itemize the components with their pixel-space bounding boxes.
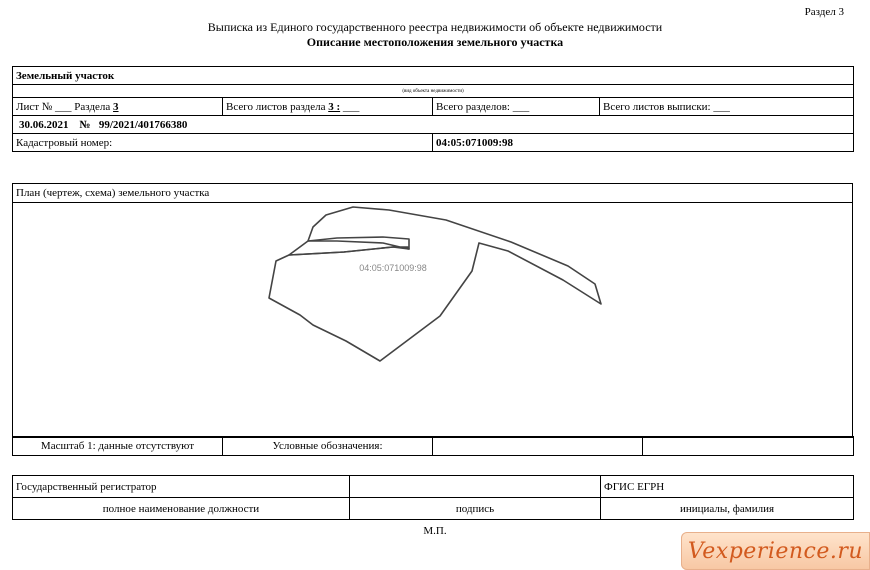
legend-empty-2 <box>643 437 854 456</box>
object-info-table <box>12 66 854 152</box>
registrar-label: Государственный регистратор <box>13 476 350 498</box>
total-sheets-extract-cell: Всего листов выписки: ___ <box>600 98 854 116</box>
sheet-label: Лист № <box>16 100 53 113</box>
total-sections-label: Всего разделов: <box>436 100 510 113</box>
system-label: ФГИС ЕГРН <box>601 476 854 498</box>
watermark-badge: Vexperience.ru <box>681 532 870 570</box>
plan-box <box>12 183 853 438</box>
parcel-plan-drawing <box>13 204 852 437</box>
object-type: Земельный участок <box>13 67 854 85</box>
sheet-number-cell: Лист № ___ Раздела 3 <box>13 98 223 116</box>
plan-heading: План (чертеж, схема) земельного участка <box>13 184 852 203</box>
position-caption: полное наименование должности <box>13 498 350 520</box>
name-caption: инициалы, фамилия <box>601 498 854 520</box>
total-sheets-section-cell: Всего листов раздела 3 : ___ <box>223 98 433 116</box>
scale-legend-table <box>12 436 854 456</box>
cadastral-number: 04:05:071009:98 <box>433 134 854 152</box>
total-sheets-section-value: 3 : <box>328 100 341 113</box>
section-of-value: 3 <box>113 100 119 113</box>
extract-date: 30.06.2021 <box>19 118 69 131</box>
parcel-outline-detail <box>289 237 409 255</box>
total-sheets-section-label: Всего листов раздела <box>226 100 326 113</box>
parcel-label: 04:05:071009:98 <box>359 263 427 273</box>
legend-empty-1 <box>433 437 643 456</box>
document-title: Выписка из Единого государственного реестра недвижимости об объекте недвижимости <box>207 20 663 34</box>
cadastral-label: Кадастровый номер: <box>13 134 433 152</box>
total-sheets-extract-label: Всего листов выписки: <box>603 100 711 113</box>
date-number-cell <box>13 116 854 134</box>
total-sections-cell: Всего разделов: ___ <box>433 98 600 116</box>
parcel-outline <box>269 207 601 361</box>
stamp-place: М.П. <box>423 525 447 537</box>
number-sign: № <box>79 118 91 131</box>
extract-number: 99/2021/401766380 <box>98 118 188 131</box>
section-of-label: Раздела <box>74 100 111 113</box>
object-type-hint: (вид объекта недвижимости) <box>13 85 854 98</box>
document-subtitle: Описание местоположения земельного участка <box>306 35 564 49</box>
signature-caption: подпись <box>350 498 601 520</box>
section-number: Раздел 3 <box>804 6 844 18</box>
scale-label: Масштаб 1: данные отсутствуют <box>13 437 223 456</box>
legend-label: Условные обозначения: <box>223 437 433 456</box>
signature-table <box>12 475 854 520</box>
signature-empty <box>350 476 601 498</box>
